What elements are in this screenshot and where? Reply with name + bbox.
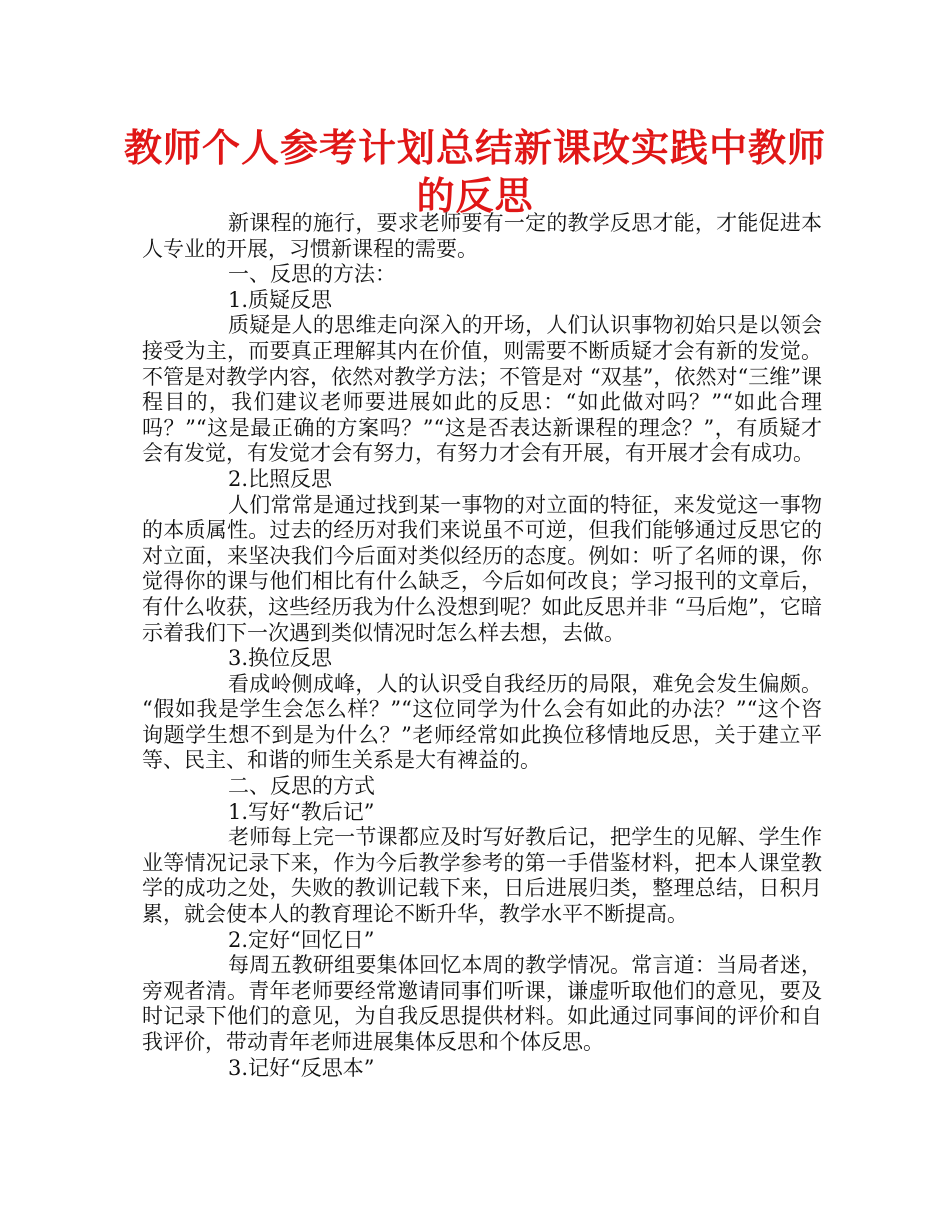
subheading-reflection-notebook: 3.记好“反思本” <box>228 1055 375 1080</box>
paragraph-perspective: 看成岭侧成峰，人的认识受自我经历的局限，难免会发生偏颇。 “假如我是学生会怎么样？”“这位同学为什么会有如此的办法？”“这个咨询题学生想不到是为什么？”老师经常如此换位移情地反思，关于建立平等、民主、和谐的师生关系是大有裨益的。 <box>142 671 822 773</box>
document-body <box>142 211 822 1081</box>
section-heading-methods: 一、反思的方法： <box>228 262 396 287</box>
title-line-1: 教师个人参考计划总结新课改实践中教师 <box>123 126 826 170</box>
paragraph-review-day: 每周五教研组要集体回忆本周的教学情况。常言道：当局者迷，旁观者清。青年老师要经常邀请同事们听课，谦虚听取他们的意见，要及时记录下他们的意见，为自我反思提供材料。如此通过同事间的评价和自我评价，带动青年老师进展集体反思和个体反思。 <box>142 953 822 1054</box>
paragraph-lesson-notes: 老师每上完一节课都应及时写好教后记，把学生的见解、学生作业等情况记录下来，作为今后教学参考的第一手借鉴材料，把本人课堂教学的成功之处，失败的教训记载下来，日后进展归类，整理总结，日积月累，就会使本人的教育理论不断升华，教学水平不断提高。 <box>142 825 822 927</box>
subheading-review-day: 2.定好“回忆日” <box>228 927 375 952</box>
subheading-questioning: 1.质疑反思 <box>228 287 333 312</box>
subheading-comparison: 2.比照反思 <box>228 466 333 491</box>
document-title <box>120 124 830 220</box>
subheading-lesson-notes: 1.写好“教后记” <box>228 799 375 824</box>
intro-paragraph: 新课程的施行，要求老师要有一定的教学反思才能，才能促进本人专业的开展，习惯新课程的需要。 <box>142 211 822 261</box>
title-line-2: 的反思 <box>416 174 534 218</box>
paragraph-questioning: 质疑是人的思维走向深入的开场，人们认识事物初始只是以领会接受为主，而要真正理解其内在价值，则需要不断质疑才会有新的发觉。不管是对教学内容，依然对教学方法；不管是对 “双基”，依然对“三维”课程目的，我们建议老师要进展如此的反思：“如此做对吗？”“如此合理吗？”“这是最正确的方案吗？”“这是否表达新课程的理念？”，有质疑才会有发觉，有发觉才会有努力，有努力才会有开展，有开展才会有成功。 <box>142 313 822 466</box>
section-heading-ways: 二、反思的方式 <box>228 774 375 799</box>
subheading-perspective: 3.换位反思 <box>228 646 333 671</box>
paragraph-comparison: 人们常常是通过找到某一事物的对立面的特征，来发觉这一事物的本质属性。过去的经历对我们来说虽不可逆，但我们能够通过反思它的对立面，来坚决我们今后面对类似经历的态度。例如：听了名师的课，你觉得你的课与他们相比有什么缺乏，今后如何改良；学习报刊的文章后，有什么收获，这些经历我为什么没想到呢？如此反思并非 “马后炮”，它暗示着我们下一次遇到类似情况时怎么样去想，去做。 <box>142 492 822 645</box>
